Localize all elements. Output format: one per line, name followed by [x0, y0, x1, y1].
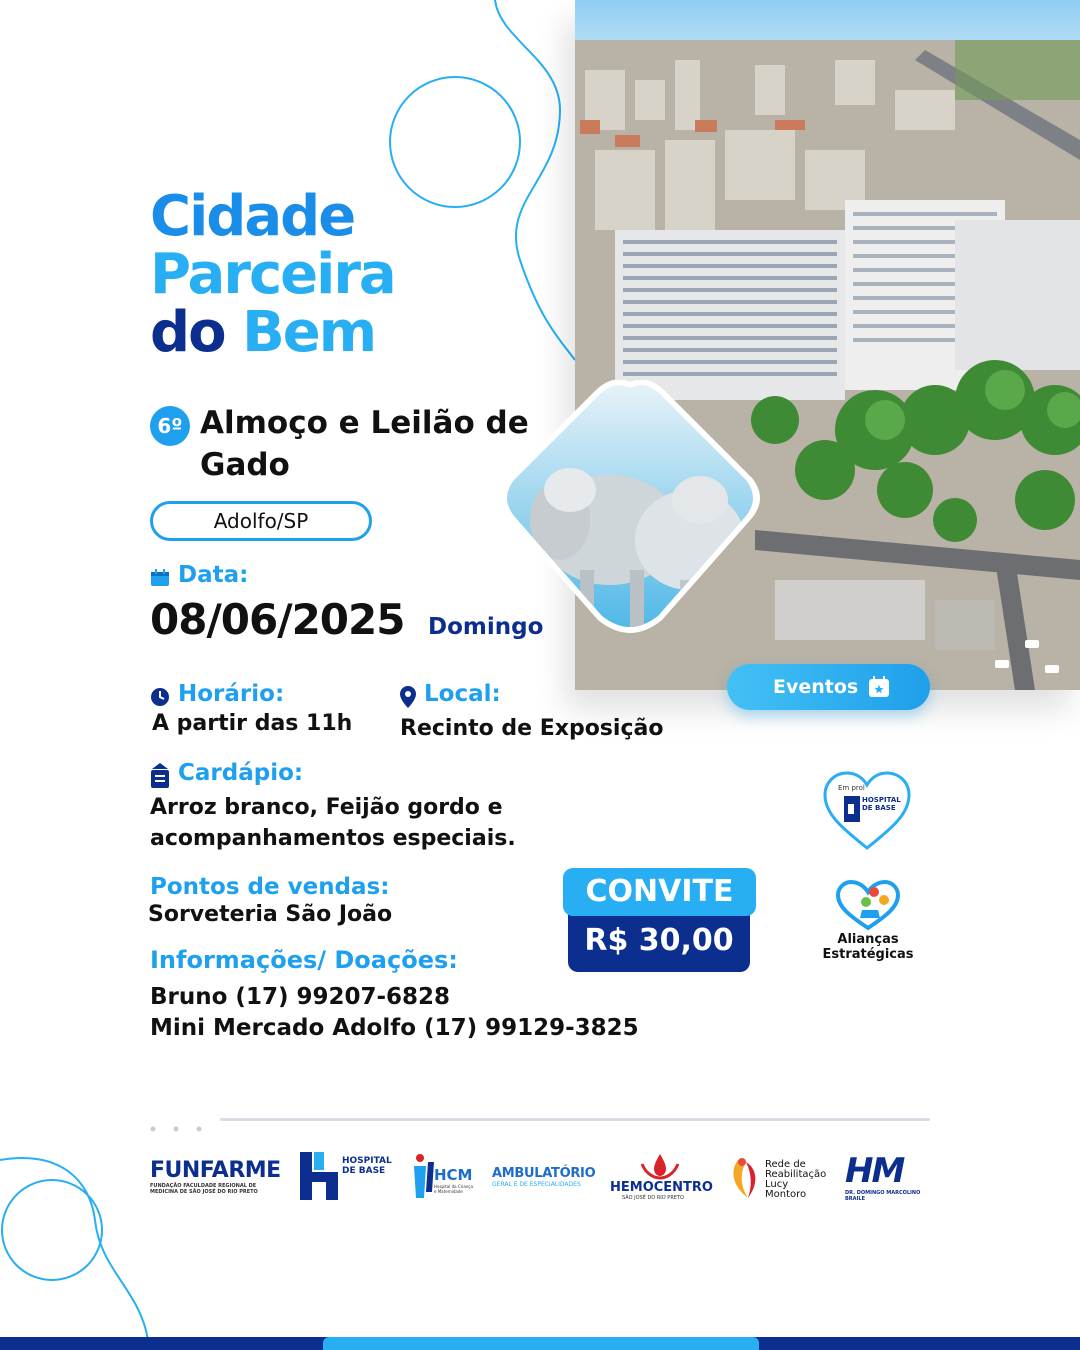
divider-dots — [150, 1117, 210, 1136]
aliancas-logo — [822, 880, 914, 936]
cattle-illustration — [500, 380, 760, 638]
horario-label: Horário: — [178, 681, 285, 707]
aliancas-label: Alianças Estratégicas — [822, 932, 914, 962]
local-value: Recinto de Exposição — [400, 716, 664, 741]
hospital-base-icon — [300, 1152, 340, 1200]
edition-badge: 6º — [150, 406, 190, 446]
hemocentro-icon — [640, 1152, 680, 1180]
info-lines — [150, 982, 639, 1044]
funfarme-name: FUNFARME — [150, 1158, 281, 1183]
local-label: Local: — [424, 681, 501, 707]
funfarme-logo — [150, 1152, 280, 1195]
weekday: Domingo — [428, 614, 544, 640]
hm-subtitle: DR. DOMINGO MARCOLINO BRAILE — [845, 1190, 921, 1202]
horario-label-group — [150, 681, 284, 707]
hospital-base-name: HOSPITAL DE BASE — [342, 1156, 392, 1176]
hcm-subtitle: Hospital da Criança e Maternidade — [434, 1184, 474, 1194]
heart-caption: Em prol — [838, 784, 865, 792]
cattle-image — [500, 380, 760, 638]
convite-label: CONVITE — [563, 868, 756, 916]
title-line-1: Cidade — [150, 184, 355, 249]
hemocentro-name: HEMOCENTRO — [610, 1180, 713, 1195]
local-label-group — [400, 681, 501, 708]
info-label: Informações/ Doações: — [150, 946, 458, 974]
ambulatorio-subtitle: GERAL E DE ESPECIALIDADES — [492, 1181, 581, 1188]
hcm-name: HCM — [434, 1166, 473, 1184]
info-line-1: Bruno (17) 99207-6828 — [150, 984, 451, 1010]
menu-icon — [150, 763, 170, 789]
date-label: Data: — [178, 562, 249, 588]
event-title: Almoço e Leilão de Gado — [200, 405, 529, 483]
title-line-3a: do — [150, 300, 225, 365]
title-line-2: Parceira — [150, 242, 395, 307]
hm-name: HM — [845, 1151, 904, 1191]
convite-price: R$ 30,00 — [568, 912, 750, 972]
calendar-star-icon — [868, 676, 890, 698]
cardapio-value: Arroz branco, Feijão gordo e acompanhamentos especiais. — [150, 795, 516, 851]
divider-line — [220, 1118, 930, 1121]
calendar-icon — [150, 569, 170, 587]
title-line-3b: Bem — [242, 300, 376, 365]
pontos-value: Sorveteria São João — [148, 902, 393, 927]
pontos-label: Pontos de vendas: — [150, 874, 390, 900]
hemocentro-subtitle: SÃO JOSÉ DO RIO PRETO — [622, 1195, 684, 1201]
horario-value: A partir das 11h — [152, 711, 353, 736]
em-prol-heart-logo — [822, 770, 912, 852]
lucy-montoro-icon — [730, 1156, 764, 1200]
date-label-group — [150, 562, 248, 588]
date-value: 08/06/2025 — [150, 595, 405, 644]
deco-circle-top — [390, 77, 520, 207]
city-pill: Adolfo/SP — [150, 501, 372, 541]
eventos-button[interactable] — [727, 664, 930, 710]
heart-brand: HOSPITAL DE BASE — [862, 796, 901, 812]
location-pin-icon — [400, 686, 416, 708]
aliancas-heart-icon — [822, 880, 914, 932]
eventos-label: Eventos — [773, 676, 859, 698]
lucy-montoro-name: Rede de Reabilitação Lucy Montoro — [765, 1159, 827, 1200]
bottom-bar-accent — [323, 1337, 759, 1350]
hm-logo — [845, 1152, 935, 1202]
page-title — [150, 184, 395, 365]
cardapio-label-group — [150, 760, 303, 789]
ambulatorio-logo — [492, 1166, 596, 1188]
ambulatorio-name: AMBULATÓRIO — [492, 1166, 596, 1181]
clock-icon — [150, 687, 170, 707]
cardapio-label: Cardápio: — [178, 760, 304, 786]
funfarme-subtitle: FUNDAÇÃO FACULDADE REGIONAL DE MEDICINA DE SÃO JOSÉ DO RIO PRETO — [150, 1183, 258, 1195]
info-line-2: Mini Mercado Adolfo (17) 99129-3825 — [150, 1015, 639, 1041]
